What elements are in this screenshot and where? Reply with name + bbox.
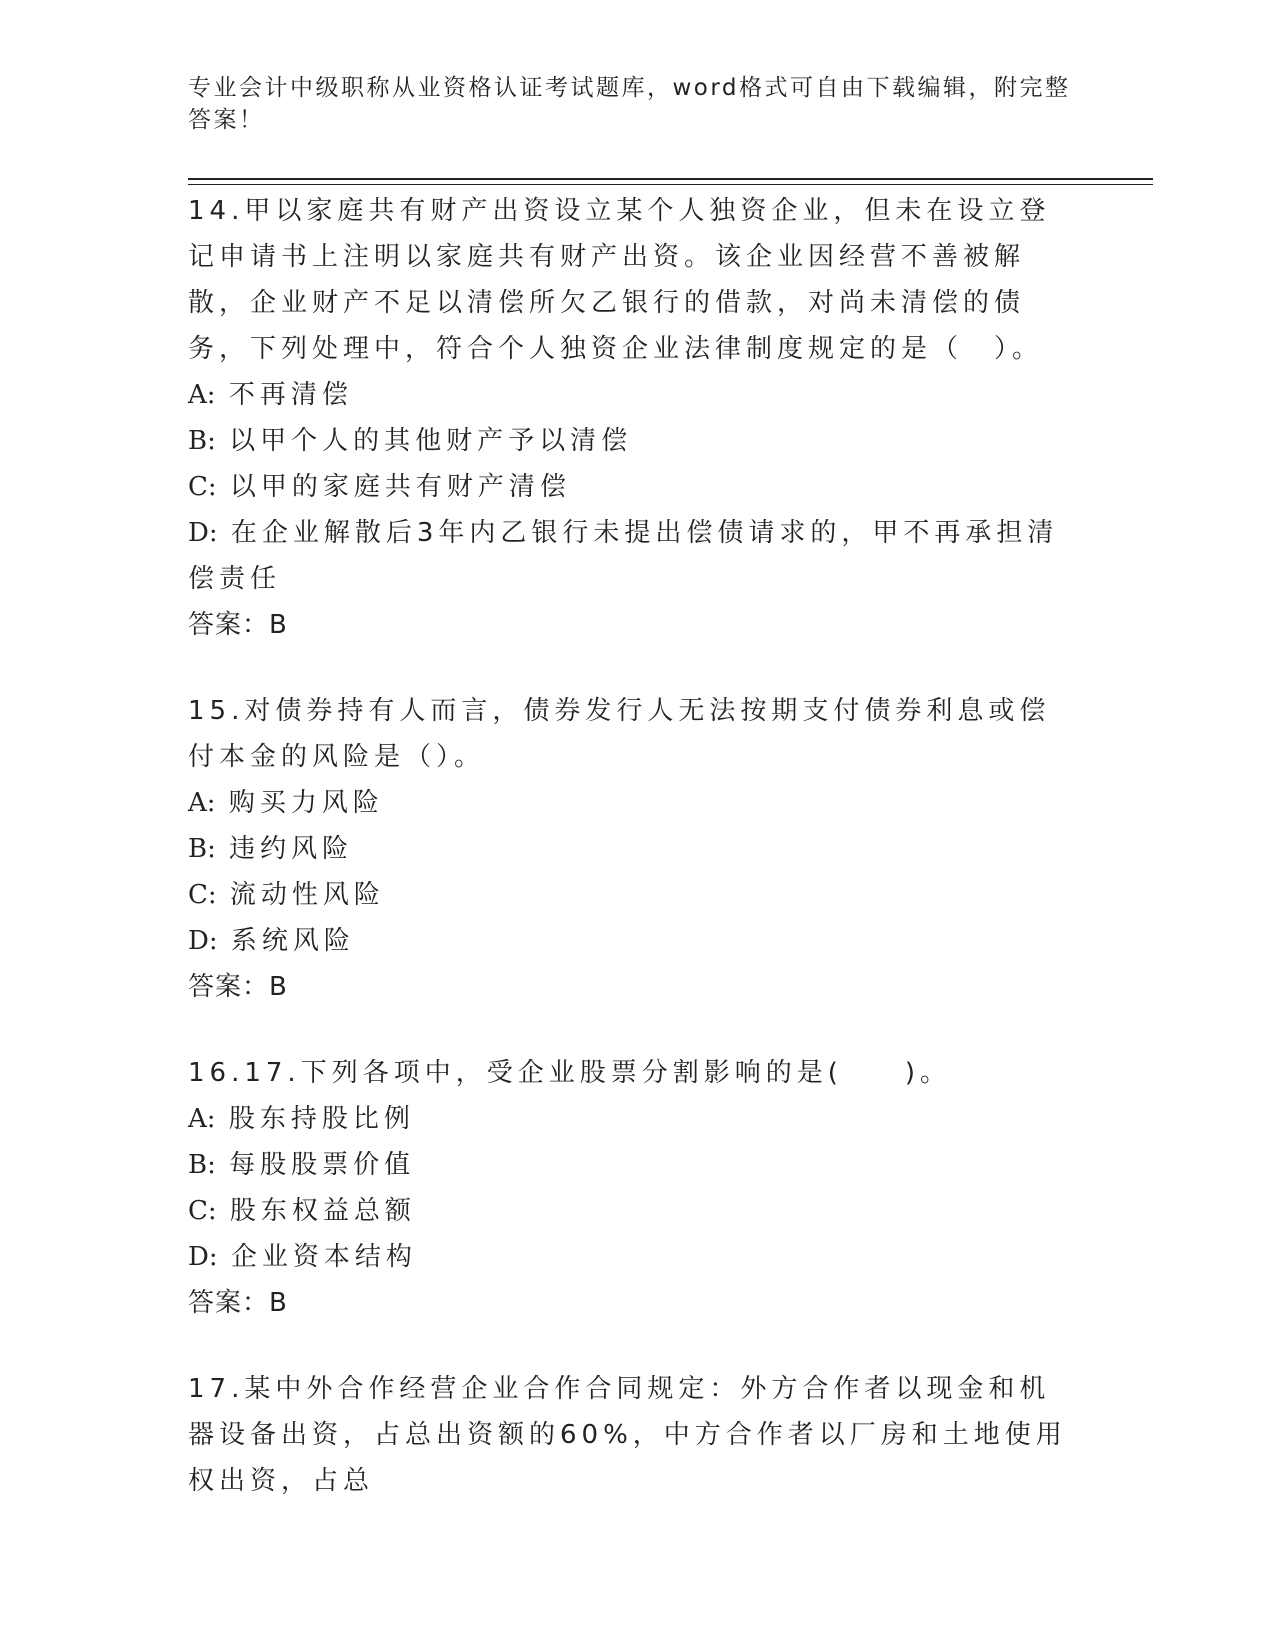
- option-text: 企业资本结构: [230, 1242, 417, 1272]
- option-d: [188, 1234, 1078, 1280]
- spacer: [188, 1010, 1078, 1050]
- option-b: [188, 418, 1078, 464]
- option-letter: A:: [188, 1104, 216, 1134]
- header-rule-thin: [188, 184, 1153, 185]
- option-letter: B:: [188, 834, 216, 864]
- option-c: [188, 464, 1078, 510]
- option-text: 系统风险: [230, 926, 355, 956]
- answer-line: 答案：B: [188, 1288, 288, 1318]
- option-c: [188, 872, 1078, 918]
- header-rule-thick: [188, 178, 1153, 180]
- option-d: [188, 510, 1078, 602]
- option-letter: B:: [188, 426, 216, 456]
- option-c: [188, 1188, 1078, 1234]
- option-d: [188, 918, 1078, 964]
- option-text: 股东持股比例: [228, 1104, 415, 1134]
- option-a: [188, 780, 1078, 826]
- spacer: [188, 1326, 1078, 1366]
- document-header: 专业会计中级职称从业资格认证考试题库，word格式可自由下载编辑，附完整答案！: [188, 75, 1071, 133]
- question-16: [188, 1050, 1078, 1326]
- option-text: 在企业解散后3年内乙银行未提出偿债请求的，甲不再承担清偿责任: [188, 518, 1059, 594]
- option-letter: A:: [188, 788, 216, 818]
- option-letter: C:: [188, 1196, 217, 1226]
- option-letter: D:: [188, 518, 218, 548]
- option-text: 以甲个人的其他财产予以清偿: [229, 426, 633, 456]
- question-stem: 15.对债券持有人而言，债券发行人无法按期支付债券利息或偿付本金的风险是（）。: [188, 696, 1051, 772]
- option-b: [188, 1142, 1078, 1188]
- question-14: [188, 188, 1078, 648]
- option-a: [188, 1096, 1078, 1142]
- option-b: [188, 826, 1078, 872]
- spacer: [188, 648, 1078, 688]
- answer-line: 答案：B: [188, 610, 288, 640]
- option-letter: B:: [188, 1150, 216, 1180]
- option-text: 每股股票价值: [229, 1150, 416, 1180]
- option-letter: D:: [188, 1242, 218, 1272]
- option-text: 不再清偿: [228, 380, 353, 410]
- question-17: [188, 1366, 1078, 1504]
- answer-line: 答案：B: [188, 972, 288, 1002]
- question-stem: 17.某中外合作经营企业合作合同规定：外方合作者以现金和机器设备出资，占总出资额的60%，中方合作者以厂房和土地使用权出资，占总: [188, 1374, 1067, 1496]
- question-stem: 16.17.下列各项中，受企业股票分割影响的是( )。: [188, 1058, 951, 1088]
- option-letter: C:: [188, 472, 217, 502]
- option-text: 违约风险: [229, 834, 354, 864]
- option-text: 以甲的家庭共有财产清偿: [229, 472, 571, 502]
- option-letter: A:: [188, 380, 216, 410]
- option-letter: D:: [188, 926, 218, 956]
- question-stem: 14.甲以家庭共有财产出资设立某个人独资企业，但未在设立登记申请书上注明以家庭共有财产出资。该企业因经营不善被解散，企业财产不足以清偿所欠乙银行的借款，对尚未清偿的债务，下列处理中，符合个人独资企业法律制度规定的是（ ）。: [188, 196, 1051, 364]
- option-letter: C:: [188, 880, 217, 910]
- option-text: 购买力风险: [228, 788, 384, 818]
- option-text: 流动性风险: [229, 880, 385, 910]
- option-a: [188, 372, 1078, 418]
- question-15: [188, 688, 1078, 1010]
- option-text: 股东权益总额: [229, 1196, 416, 1226]
- question-list: [188, 188, 1078, 1504]
